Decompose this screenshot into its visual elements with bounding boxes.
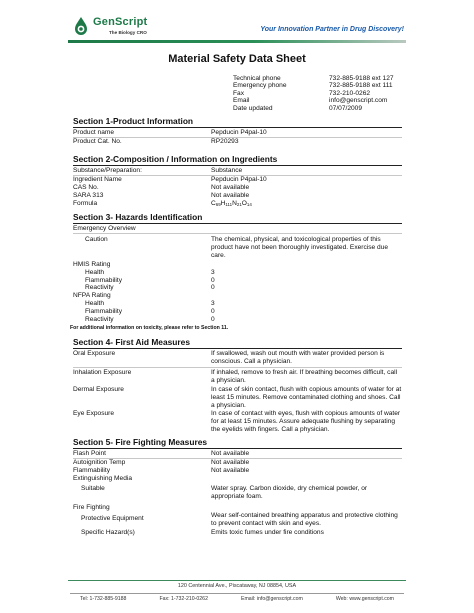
field-value: RP20293 — [211, 137, 239, 145]
field-value: Not available — [211, 458, 250, 466]
field-value: Water spray. Carbon dioxide, dry chemical powder, or appropriate foam. — [211, 484, 368, 500]
field-label: Flash Point — [73, 450, 106, 458]
field-value: Pepducin P4pal-10 — [211, 175, 267, 183]
section-heading: Section 4- First Aid Measures — [73, 337, 402, 349]
field-value: 3 — [211, 300, 215, 308]
field-value: Not available — [211, 191, 250, 199]
footer-fax: Fax: 1-732-210-0262 — [159, 596, 208, 602]
footer-tel: Tel: 1-732-885-9188 — [80, 596, 127, 602]
table-row — [73, 277, 402, 285]
contact-label: Emergency phone — [233, 82, 287, 90]
field-label: Emergency Overview — [73, 225, 136, 233]
footer-address: 120 Centennial Ave., Piscataway, NJ 08854, USA — [177, 583, 297, 589]
section-heading: Section 2-Composition / Information on Ingredients — [73, 154, 402, 166]
formula-part: N — [232, 199, 237, 207]
formula-subscript: 111 — [225, 201, 233, 207]
field-label: Inhalation Exposure — [73, 368, 132, 376]
section-composition — [73, 154, 402, 208]
field-label: Flammability — [85, 308, 123, 316]
table-row — [73, 386, 402, 410]
contact-value: 07/07/2009 — [329, 104, 363, 112]
contact-value: 732-885-9188 ext 111 — [329, 82, 393, 90]
table-row — [73, 459, 402, 467]
table-row — [73, 369, 402, 385]
field-value: Not available — [211, 183, 250, 191]
contact-label: Email — [233, 97, 250, 105]
field-value: 3 — [211, 268, 215, 276]
formula-part: C — [211, 199, 216, 207]
table-row — [73, 225, 402, 234]
formula-subscript: 21 — [236, 201, 242, 207]
field-value: The chemical, physical, and toxicological properties of this product have not been thoroughly investigated. Exercise due care. — [211, 235, 389, 259]
table-row — [73, 308, 402, 316]
field-value: In case of skin contact, flush with copious amounts of water for at least 15 minutes. Remove contaminated clothing and shoes. Call a physician. — [211, 385, 402, 409]
field-label: Formula — [73, 199, 98, 207]
table-row — [73, 300, 402, 308]
table-row — [73, 129, 402, 138]
field-value: Pepducin P4pal-10 — [211, 129, 267, 137]
field-label: Autoignition Temp — [73, 458, 126, 466]
table-row — [73, 292, 402, 300]
field-value: Not available — [211, 450, 250, 458]
contact-label: Fax — [233, 89, 244, 97]
table-row — [73, 529, 402, 537]
field-value: If swallowed, wash out mouth with water provided person is conscious. Call a physician. — [211, 350, 385, 365]
field-label: Extinguishing Media — [73, 474, 133, 482]
table-row — [73, 350, 402, 368]
contact-row — [233, 90, 394, 97]
field-label: Specific Hazard(s) — [81, 529, 135, 537]
contact-label: Technical phone — [233, 75, 281, 82]
contact-row — [233, 97, 394, 104]
field-label: Health — [85, 300, 105, 308]
field-value: Not available — [211, 466, 250, 474]
table-row — [73, 236, 402, 260]
table-row — [73, 475, 402, 483]
table-row — [73, 176, 402, 184]
field-label: Product Cat. No. — [73, 137, 122, 145]
formula-value — [211, 200, 402, 208]
brand-subtitle: The Biology CRO — [109, 30, 147, 36]
field-value: 0 — [211, 284, 215, 292]
tagline: Your Innovation Partner in Drug Discovery! — [260, 26, 404, 33]
field-value: In case of contact with eyes, flush with copious amounts of water for at least 15 minutes. Assure adequate flushing by separating the eyelids with fingers. Call a physician. — [211, 410, 401, 434]
field-value: Substance — [211, 167, 243, 175]
field-label: Health — [85, 268, 105, 276]
logo — [72, 16, 147, 36]
field-label: Dermal Exposure — [73, 385, 124, 393]
field-value: 0 — [211, 276, 215, 284]
section-heading: Section 3- Hazards Identification — [73, 212, 402, 224]
field-label: SARA 313 — [73, 191, 104, 199]
field-value: If inhaled, remove to fresh air. If breathing becomes difficult, call a physician. — [211, 368, 398, 384]
table-row — [73, 184, 402, 192]
field-value: Emits toxic fumes under fire conditions — [211, 529, 324, 537]
page-title: Material Safety Data Sheet — [168, 53, 306, 65]
field-label: Caution — [85, 235, 108, 243]
table-row — [73, 316, 402, 324]
field-label: Flammability — [85, 276, 123, 284]
table-row — [73, 410, 402, 434]
section-heading: Section 5- Fire Fighting Measures — [73, 437, 402, 449]
field-label: Fire Fighting — [73, 503, 110, 511]
table-row — [73, 192, 402, 200]
field-label: Suitable — [81, 484, 105, 492]
field-value: Wear self-contained breathing apparatus and protective clothing to prevent contact with skin and eyes. — [211, 512, 398, 528]
field-label: Substance/Preparation: — [73, 167, 142, 175]
table-row — [73, 504, 402, 512]
table-row — [73, 138, 402, 146]
table-row — [73, 269, 402, 277]
field-value: 0 — [211, 316, 215, 324]
field-label: Ingredient Name — [73, 175, 122, 183]
footer-rule — [68, 580, 406, 581]
section-first-aid — [73, 337, 402, 434]
section-fire-fighting — [73, 437, 402, 537]
table-row — [73, 200, 402, 208]
contact-block — [233, 75, 394, 112]
field-label: Reactivity — [85, 316, 114, 324]
table-row — [73, 284, 402, 292]
field-label: HMIS Rating — [73, 260, 111, 268]
section-product-information — [73, 116, 402, 146]
table-row — [73, 167, 402, 176]
contact-value: 732-210-0262 — [329, 89, 371, 97]
footer-email[interactable]: Email: info@genscript.com — [241, 596, 303, 602]
section-heading: Section 1-Product Information — [73, 116, 402, 128]
contact-row — [233, 82, 394, 89]
formula-subscript: 69 — [215, 201, 221, 207]
formula-part: O — [241, 199, 247, 207]
field-label: Flammability — [73, 466, 111, 474]
table-row — [73, 512, 402, 528]
field-label: Reactivity — [85, 284, 114, 292]
contact-row — [233, 105, 394, 112]
field-label: Oral Exposure — [73, 350, 116, 358]
table-row — [73, 450, 402, 459]
brand-name: GenScript — [93, 16, 148, 28]
header — [0, 0, 474, 44]
genscript-drop-icon — [72, 16, 90, 36]
footer-contacts — [80, 596, 394, 602]
field-label: NFPA Rating — [73, 292, 111, 300]
contact-row — [233, 75, 394, 82]
toxicity-note: For additional information on toxicity, please refer to Section 11. — [70, 324, 229, 331]
footer-web[interactable]: Web: www.genscript.com — [335, 596, 394, 602]
table-row — [73, 467, 402, 475]
section-hazards — [70, 212, 402, 331]
field-value: 0 — [211, 308, 215, 316]
contact-label: Date updated — [233, 104, 273, 112]
table-row — [73, 261, 402, 269]
field-label: CAS No. — [73, 183, 99, 191]
field-label: Product name — [73, 129, 115, 137]
field-label: Eye Exposure — [73, 410, 115, 418]
formula-subscript: 14 — [246, 201, 252, 207]
contact-value: 732-885-9188 ext 127 — [329, 75, 394, 82]
footer-divider — [70, 593, 404, 594]
contact-email[interactable]: info@genscript.com — [329, 97, 388, 105]
table-row — [73, 485, 402, 501]
field-label: Protective Equipment — [81, 515, 144, 523]
formula-part: H — [220, 199, 226, 207]
header-rule — [68, 40, 406, 43]
